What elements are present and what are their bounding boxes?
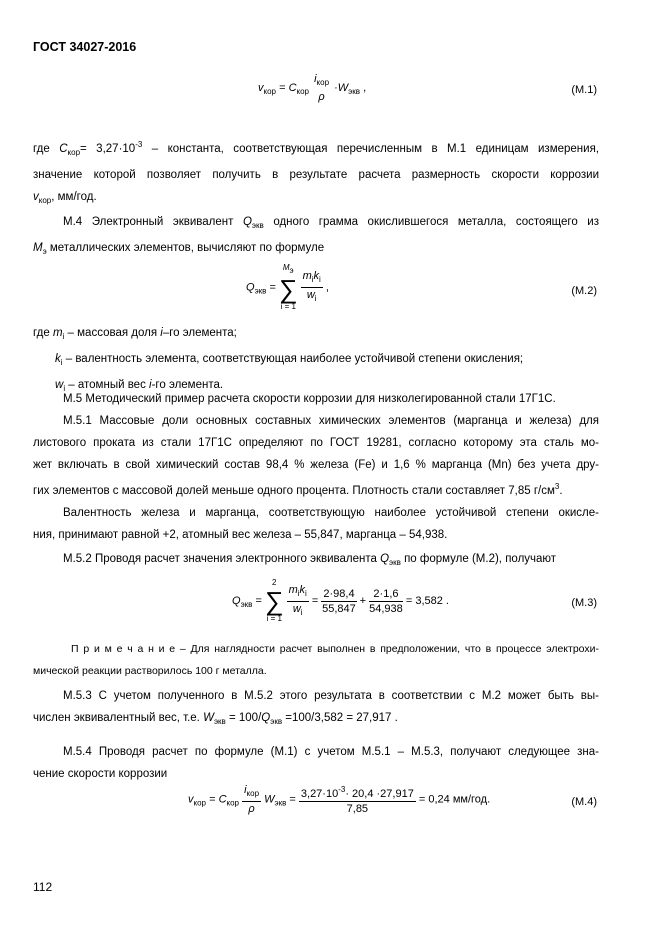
document-header: ГОСТ 34027-2016	[33, 40, 137, 54]
note: П р и м е ч а н и е – Для наглядности расчет выполнен в предположении, что в процессе электрохи- мической реакции растворилось 100 г металла.	[33, 643, 599, 677]
constant-line: где $С_{кор}= 3,27\cdot 10^{-3}$ – константа, соответствующая перечисленным в М.1 единицам измерения,	[33, 140, 599, 157]
fraction-mk-over-w: $\frac{m_ik_i}{w_i}$	[302, 270, 321, 303]
paragraph-constant: где $С_{кор}= 3,27\cdot 10^{-3}$ – константа, соответствующая перечисленным в М.1 единицам измерения, значение которой позволяет получить в результате расчета размерность скорости коррозии $v_{кор}$, мм/год.	[33, 134, 599, 212]
equation-number-m4: (М.4)	[571, 796, 597, 808]
equation-m4: $v_{кор} = C_{кор}$ $\frac{i_{кор}}{\rho}$ $W_{экв}$ = $\frac{3,27\cdot 10^{-3}\cdot 20,4 \cdot 27,917}{7,85}$ = 0,24 мм/год.	[188, 784, 491, 815]
equation-number-m1: (М.1)	[571, 84, 597, 96]
equation-number-m3: (М.3)	[571, 597, 597, 609]
paragraph-m53: М.5.3 С учетом полученного в М.5.2 этого результата в соответствии с М.2 может быть вы- числен эквивалентный вес, т.е. $W_{экв} = 100/Q_{экв} =100/3,582 = 27,917$ . М.5.4 Проводя расчет по формуле (М.1) с учетом М.5.1 – М.5.3, получают следующее зна- чение скорости коррозии	[33, 690, 599, 780]
summation-sign: 2 ∑ i = 1	[264, 578, 284, 623]
fraction-manganese: $\frac{2\cdot 1,6}{54,938}$	[369, 587, 403, 615]
paragraph-m5: М.5 Методический пример расчета скорости коррозии для низколегированной стали 17Г1С. М.5.1 Массовые доли основных составных химических элементов (марганца и железа) для листового проката из стали 17Г1С определяют по ГОСТ 19281, согласно которому эта сталь мо- жет включать в свой химический состав 98,4 % железа (Fe) и 1,6 % марганца (Mn) без учета дру- гих элементов с массовой долей меньше одного процента. Плотность стали составляет 7,85 $г/см^3$. Валентность железа и марганца, соответствующую наиболее устойчивой степени окисле- ния, принимают равной +2, атомный вес железа – 55,847, марганца – 54,938. М.5.2 Проводя расчет значения электронного эквивалента $Q_{экв}$ по формуле (М.2), получают	[33, 393, 599, 567]
definition-m: где $m_i$ – массовая доля i–го элемента;	[33, 327, 237, 341]
equation-m3: $Q_{экв}$ = 2 ∑ i = 1 $\frac{m_ik_i}{w_i}$ = $\frac{2\cdot 98,4}{55,847}$ + $\frac{2\cdot 1,6}{54,938}$ = 3,582 .	[232, 578, 449, 623]
page-number: 112	[33, 880, 53, 894]
equation-m1: $v_{кор} = C_{кор}$ $i_{кор}$ ρ $\cdot W_{экв}$ ,	[258, 73, 367, 103]
paragraph-m4: М.4 Электронный эквивалент $Q_{экв}$ одного грамма окислившегося металла, состоящего из $М_э$ металлических элементов, вычисляют по формуле	[33, 216, 599, 256]
equation-number-m2: (М.2)	[571, 285, 597, 297]
definition-k: $k_i$ – валентность элемента, соответствующая наиболее устойчивой степени окисления;	[55, 353, 524, 367]
fraction-iron: $\frac{2\cdot 98,4}{55,847}$	[322, 587, 356, 615]
note-label: П р и м е ч а н и е	[71, 643, 176, 655]
definition-w: $w_i$ – атомный вес i-го элемента.	[55, 379, 224, 393]
fraction-velocity: $\frac{3,27\cdot 10^{-3}\cdot 20,4 \cdot 27,917}{7,85}$	[300, 785, 414, 815]
summation-sign: $М_э$ ∑ i = 1	[278, 263, 298, 311]
fraction-i-over-rho: $i_{кор}$ ρ	[314, 73, 330, 103]
equation-m2: $Q_{экв}$ = $М_э$ ∑ i = 1 $\frac{m_ik_i}{w_i}$ ,	[246, 263, 329, 311]
